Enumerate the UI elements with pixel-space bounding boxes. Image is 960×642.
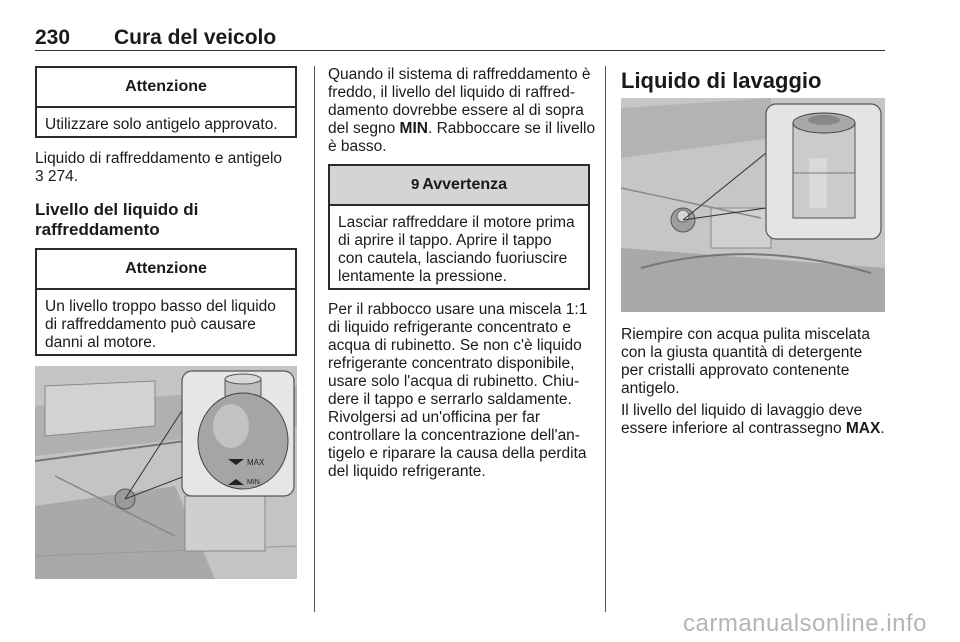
caution-box-coolant-level (35, 248, 297, 356)
coolant-reservoir-drawing (35, 366, 297, 579)
min-label: MIN (247, 479, 260, 486)
column-divider-2 (605, 66, 606, 612)
coolant-reference-text: Liquido di raffreddamento e antigelo (35, 150, 283, 167)
coolant-level-text-b: . Rabboccare se il livello è basso. (328, 120, 596, 155)
watermark: carmanualsonline.info (683, 610, 927, 637)
warning-box-body: Lasciar raffreddare il motore prima di aprire il tappo. Aprire il tappo con cautela, lasciando fuoriuscire lentamente la pressione. (338, 214, 575, 285)
max-label: MAX (247, 458, 265, 467)
page-reference: 3 274. (35, 168, 79, 185)
coolant-reference (35, 150, 305, 186)
washer-level-paragraph (621, 402, 885, 438)
refill-paragraph: Per il rabbocco usare una miscela 1:1 di liquido refrigerante concentrato e acqua di rubinetto. Se non c'è liquido refrigerante concentrato disponibile, usare solo l'acqua di rubinetto. Chiu-dere il tappo e serrarlo saldamente. Rivolgersi ad un'officina per far controllare la concentrazione dell'an-tigelo e riparare la causa della perdita del liquido refrigerante. (328, 301, 588, 480)
caution-box-title: Attenzione (37, 68, 295, 108)
washer-level-text-b: . (880, 420, 885, 437)
column-divider-1 (314, 66, 315, 612)
washer-level-text-a: Il livello del liquido di lavaggio deve essere inferiore al contrassegno (621, 402, 863, 437)
coolant-level-text-a: Quando il sistema di raffreddamento è freddo, il livello del liquido di raffred-damento dovrebbe essere al di sopra del segno (328, 66, 591, 137)
washer-reservoir-drawing (621, 98, 885, 312)
page-number: 230 (35, 26, 71, 49)
section-title: Cura del veicolo (114, 26, 277, 49)
warning-icon: 9 (410, 176, 420, 193)
caution-box-title: Attenzione (37, 250, 295, 290)
washer-reservoir-illustration (621, 98, 885, 312)
warning-title-text: Avvertenza (422, 176, 508, 193)
warning-box-title (330, 166, 588, 206)
min-mark-text: MIN (399, 120, 428, 137)
max-mark-text: MAX (845, 420, 881, 437)
caution-box-body: Un livello troppo basso del liquido di raffreddamento può causare danni al motore. (45, 298, 276, 351)
coolant-reservoir-illustration (35, 366, 297, 579)
coolant-level-heading: Livello del liquido di raffreddamento (35, 200, 199, 239)
washer-fluid-heading: Liquido di lavaggio (621, 68, 822, 93)
coolant-level-paragraph (328, 66, 596, 156)
caution-box-antifreeze (35, 66, 297, 138)
warning-box (328, 164, 590, 290)
header-rule (35, 50, 885, 51)
washer-fill-paragraph: Riempire con acqua pulita miscelata con la giusta quantità di detergente per cristalli approvato contenente antigelo. (621, 326, 870, 397)
caution-box-body: Utilizzare solo antigelo approvato. (45, 116, 278, 133)
